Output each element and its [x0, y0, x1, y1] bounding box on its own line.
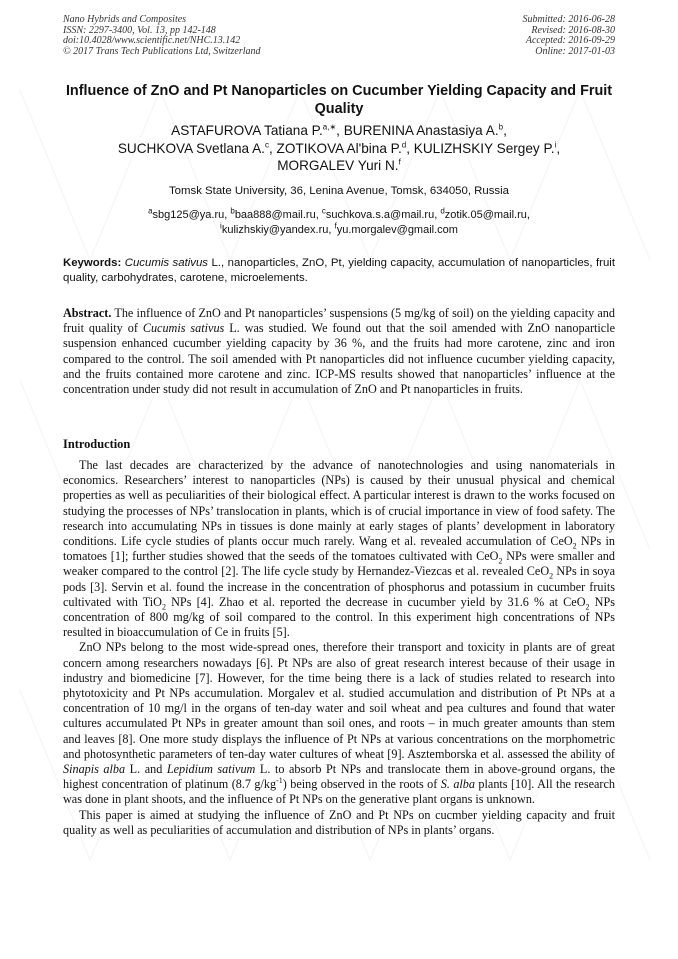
author-sup: i: [554, 139, 557, 149]
author-line: [63, 157, 615, 175]
paragraph: The last decades are characterized by the advance of nanotechnologies and using nanomaterials in economics. Researchers’ interest to nanoparticles (NPs) is caused by their unusual physical and chemical properties as well as peculiarities of their biological effect. A particular interest is drawn to the works focused on studying the processes of NPs’ translocation in plants, which is of crucial importance in view of food safety. The research into accumulating NPs in tissues is done mainly at early stages of plants’ development in laboratory conditions. Life cycle studies of plants occur much rarely. Wang et al. revealed accumulation of CeO$_2$ NPs in tomatoes [1]; further studies showed that the seeds of the tomatoes cultivated with CeO$_2$ NPs were smaller and weaker compared to the control [2]. The life cycle study by Hernandez-Viezcas et al. revealed CeO$_2$ NPs in soya pods [3]. Servin et al. found the increase in the concentration of phosphorus and potassium in cucumber fruits cultivated with TiO$_2$ NPs [4]. Zhao et al. reported the decrease in cucumber yield by 31.6 % at CeO$_2$ NPs concentration of 800 mg/kg of soil compared to the control. In this experiment high concentrations of NPs resulted in bioaccumulation of Ce in fruits [5].: [63, 458, 615, 640]
keywords-text: L., nanoparticles, ZnO, Pt, yielding capacity, accumulation of nanoparticles, fruit quality, carbohydrates, carotene, microelements.: [63, 257, 615, 284]
author: KULIZHSKIY Sergey P.: [413, 140, 555, 156]
date-revised: Revised: 2016-08-30: [531, 24, 615, 36]
email-link[interactable]: baa888@mail.ru: [234, 209, 316, 221]
author-sup: c: [264, 139, 269, 149]
submission-dates: [523, 15, 616, 57]
abstract: Abstract. The influence of ZnO and Pt nanoparticles’ suspensions (5 mg/kg of soil) on the yielding capacity and fruit quality of Cucumis sativus L. was studied. We found out that the soil amended with ZnO nanoparticle suspension enhanced cucumber yielding capacity by 36 %, and the fruits had more carotene, zinc and iron compared to the control. The soil amended with Pt nanoparticles did not influence cucumber yielding capacity, and the fruits contained more carotene and zinc. ICP-MS results showed that nanoparticles’ influence at the concentration under study did not result in accumulation of ZnO and Pt nanoparticles in fruits.: [63, 306, 616, 397]
email-list: $^a$sbg125@ya.ru, $^b$baa888@mail.ru, $^c$suchkova.s.a@mail.ru, $^d$zotik.05@mail.ru, $^i$kulizhskiy@yandex.ru, $^f$yu.morgalev@gmail.com: [148, 206, 530, 236]
paper-title: Influence of ZnO and Pt Nanoparticles on Cucumber Yielding Capacity and Fruit Quality: [65, 83, 613, 117]
keywords-label: Keywords:: [63, 257, 122, 269]
paragraph: ZnO NPs belong to the most wide-spread ones, therefore their transport and toxicity in plants are of great concern among researchers nowadays [6]. Pt NPs are also of great research interest because of their usage in industry and biomedicine [7]. However, for the time being there is a lack of studies related to research into phytotoxicity and Pt NPs accumulation. Morgalev et al. studied accumulation and distribution of Pt NPs at a concentration of 10 mg/l in the organs of ten-day water and soil wheat and pea cultures and found that water cultures accumulated Pt NPs in greater amount than soil ones, and roots – in much greater amounts than stem and leaves [8]. One more study displays the influence of Pt NPs at various concentrations on the morphometric and photosynthetic parameters of ten-day water cultures of wheat [9]. Asztemborska et al. assessed the ability of Sinapis alba L. and Lepidium sativum L. to absorb Pt NPs and translocate them in above-ground organs, the highest concentration of platinum (8.7 $g/kg^{-1}$) being observed in the roots of S. alba plants [10]. All the research was done in plant shoots, and the influence of Pt NPs on the generative plant organs is unknown.: [63, 640, 615, 807]
date-submitted: Submitted: 2016-06-28: [522, 14, 615, 25]
section-heading-introduction: Introduction: [63, 437, 131, 451]
journal-issn: ISSN: 2297-3400, Vol. 13, pp 142-148: [63, 24, 216, 36]
author-sup: a: [322, 122, 328, 132]
author: ASTAFUROVA Tatiana P.: [171, 123, 323, 138]
author: BURENINA Anastasiya A.: [343, 123, 499, 138]
author-line: ASTAFUROVA Tatiana P.$^{a,∗}$, BURENINA Anastasiya A.$^b$,: [171, 122, 507, 138]
affiliation: Tomsk State University, 36, Lenina Avenue, Tomsk, 634050, Russia: [168, 185, 509, 197]
author-list: [63, 122, 615, 175]
author-line: SUCHKOVA Svetlana A.$^c$, ZOTIKOVA Al'bina P.$^d$, KULIZHSKIY Sergey P.$^i$,: [117, 139, 561, 156]
author-sup: b: [498, 122, 504, 132]
journal-info: [63, 15, 261, 57]
keywords: [63, 256, 615, 285]
author-sup: f: [398, 157, 401, 167]
email-link[interactable]: yu.morgalev@gmail.com: [336, 223, 458, 236]
keyword-species: Cucumis sativus: [124, 257, 208, 269]
email-link[interactable]: zotik.05@mail.ru: [444, 209, 527, 221]
email-link[interactable]: kulizhskiy@yandex.ru: [221, 223, 329, 236]
email-link[interactable]: suchkova.s.a@mail.ru: [325, 209, 435, 221]
date-accepted: Accepted: 2016-09-29: [525, 35, 615, 46]
author: MORGALEV Yuri N.: [277, 158, 399, 173]
date-online: Online: 2017-01-03: [535, 45, 615, 57]
abstract-label: Abstract.: [63, 306, 112, 320]
introduction-text: [63, 458, 615, 838]
journal-copyright: © 2017 Trans Tech Publications Ltd, Switzerland: [63, 45, 261, 57]
author: ZOTIKOVA Al'bina P.: [276, 140, 402, 156]
author: SUCHKOVA Svetlana A.: [117, 140, 265, 156]
author-sup: d: [401, 139, 407, 149]
journal-doi: doi:10.4028/www.scientific.net/NHC.13.142: [63, 35, 241, 46]
journal-name: Nano Hybrids and Composites: [63, 14, 187, 25]
email-link[interactable]: sbg125@ya.ru: [152, 209, 225, 221]
paragraph: This paper is aimed at studying the influence of ZnO and Pt NPs on cucmber yielding capacity and fruit quality as well as peculiarities of accumulation and distribution of NPs in plants’ organs.: [63, 807, 615, 837]
